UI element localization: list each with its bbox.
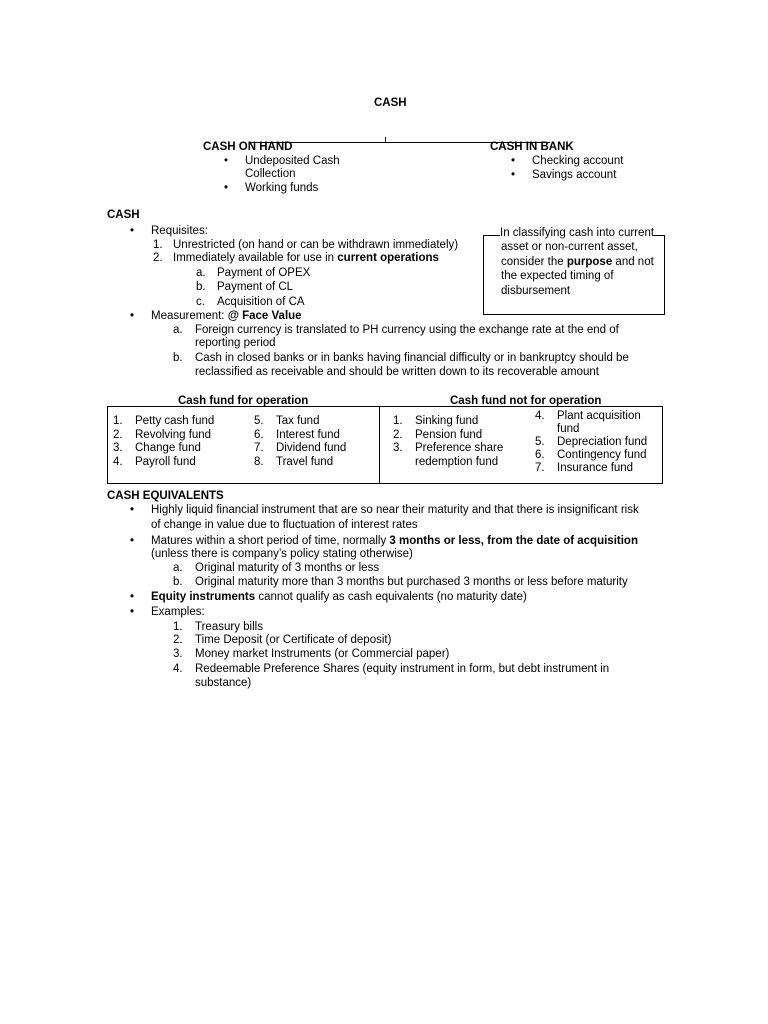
measurement-text: Cash in closed banks or in banks having financial difficulty or in bankruptcy should be [195,352,629,364]
fund-item-cont: redemption fund [415,456,499,468]
example-number: 3. [173,648,183,660]
fund-number: 7. [254,442,264,454]
use-text: Acquisition of CA [217,296,305,308]
use-letter: c. [196,296,205,308]
note-line: consider the purpose and not [501,256,654,268]
use-letter: b. [196,281,206,293]
use-text: Payment of OPEX [217,267,311,279]
equivalents-bullet: • Highly liquid financial instrument that are so near their maturity and that there is insignificant risk [151,503,639,517]
measurement-text-cont: reclassified as receivable and should be written down to its recoverable amount [195,366,599,378]
equivalents-bullet: • Equity instruments cannot qualify as cash equivalents (no maturity date) [151,590,527,604]
fund-number: 5. [535,436,545,448]
fund-item: Petty cash fund [135,415,215,427]
maturity-text: Original maturity of 3 months or less [195,562,380,574]
fund-item: Travel fund [276,456,334,468]
cash-on-hand-item: • Undeposited Cash [245,154,340,168]
cash-in-bank-item: • Checking account [532,154,623,168]
equivalents-bullet-cont: (unless there is company’s policy stating otherwise) [151,548,413,560]
maturity-letter: b. [173,576,183,588]
fund-item: Preference share [415,442,504,454]
maturity-text: Original maturity more than 3 months but purchased 3 months or less before maturity [195,576,628,588]
example-number: 2. [173,634,183,646]
page-title: CASH [374,97,407,109]
fund-item: Depreciation fund [557,436,648,448]
fund-number: 4. [113,456,123,468]
fund-number: 6. [535,449,545,461]
funds-non-operation-header: Cash fund not for operation [450,395,602,407]
maturity-letter: a. [173,562,183,574]
use-text: Payment of CL [217,281,294,293]
cash-in-bank-heading: CASH IN BANK [490,141,574,153]
fund-number: 2. [113,429,123,441]
cash-on-hand-heading: CASH ON HAND [203,141,293,153]
note-line: asset or non-current asset, [501,241,638,253]
example-text: Money market Instruments (or Commercial paper) [195,648,450,660]
example-text: Redeemable Preference Shares (equity instrument in form, but debt instrument in [195,663,610,675]
fund-item-cont: fund [557,423,580,435]
fund-number: 1. [113,415,123,427]
example-number: 1. [173,621,183,633]
fund-item: Dividend fund [276,442,347,454]
fund-number: 3. [393,442,403,454]
fund-number: 1. [393,415,403,427]
fund-item: Insurance fund [557,462,634,474]
requisite-text: Immediately available for use in current operations [173,252,439,264]
fund-item: Payroll fund [135,456,196,468]
requisite-number: 1. [153,239,163,251]
note-line: In classifying cash into current [500,227,655,239]
measurement-text-cont: reporting period [195,337,276,349]
measurement-letter: a. [173,324,183,336]
cash-on-hand-item-cont: Collection [245,168,296,180]
example-text: Time Deposit (or Certificate of deposit) [195,634,392,646]
fund-item: Interest fund [276,429,340,441]
cash-in-bank-item: • Savings account [532,168,616,182]
example-number: 4. [173,663,183,675]
cash-on-hand-item: • Working funds [245,181,318,195]
fund-number: 3. [113,442,123,454]
fund-item: Tax fund [276,415,320,427]
measurement-line: • Measurement: @ Face Value [151,309,302,323]
requisites-label: • Requisites: [151,224,208,238]
funds-table-divider [379,406,380,484]
fund-number: 5. [254,415,264,427]
fund-number: 6. [254,429,264,441]
fund-item: Plant acquisition [557,410,641,422]
requisite-text: Unrestricted (on hand or can be withdrawn immediately) [173,239,459,251]
fund-number: 4. [535,410,545,422]
note-line: disbursement [501,285,571,297]
fund-number: 2. [393,429,403,441]
fund-item: Revolving fund [135,429,212,441]
fund-item: Sinking fund [415,415,479,427]
fund-number: 8. [254,456,264,468]
fund-item: Pension fund [415,429,483,441]
cash-equivalents-heading: CASH EQUIVALENTS [107,490,224,502]
requisite-number: 2. [153,252,163,264]
cash-section-heading: CASH [107,209,140,221]
fund-number: 7. [535,462,545,474]
fund-item: Contingency fund [557,449,647,461]
example-text-cont: substance) [195,677,252,689]
measurement-letter: b. [173,352,183,364]
tree-connector-stem [385,137,386,142]
equivalents-bullet: • Matures within a short period of time, normally 3 months or less, from the date of acquisition [151,534,638,548]
equivalents-bullet-cont: of change in value due to fluctuation of interest rates [151,519,418,531]
measurement-text: Foreign currency is translated to PH currency using the exchange rate at the end of [195,324,619,336]
use-letter: a. [196,267,206,279]
equivalents-bullet: • Examples: [151,605,205,619]
funds-operation-header: Cash fund for operation [178,395,309,407]
fund-item: Change fund [135,442,201,454]
example-text: Treasury bills [195,621,263,633]
note-line: the expected timing of [501,270,614,282]
